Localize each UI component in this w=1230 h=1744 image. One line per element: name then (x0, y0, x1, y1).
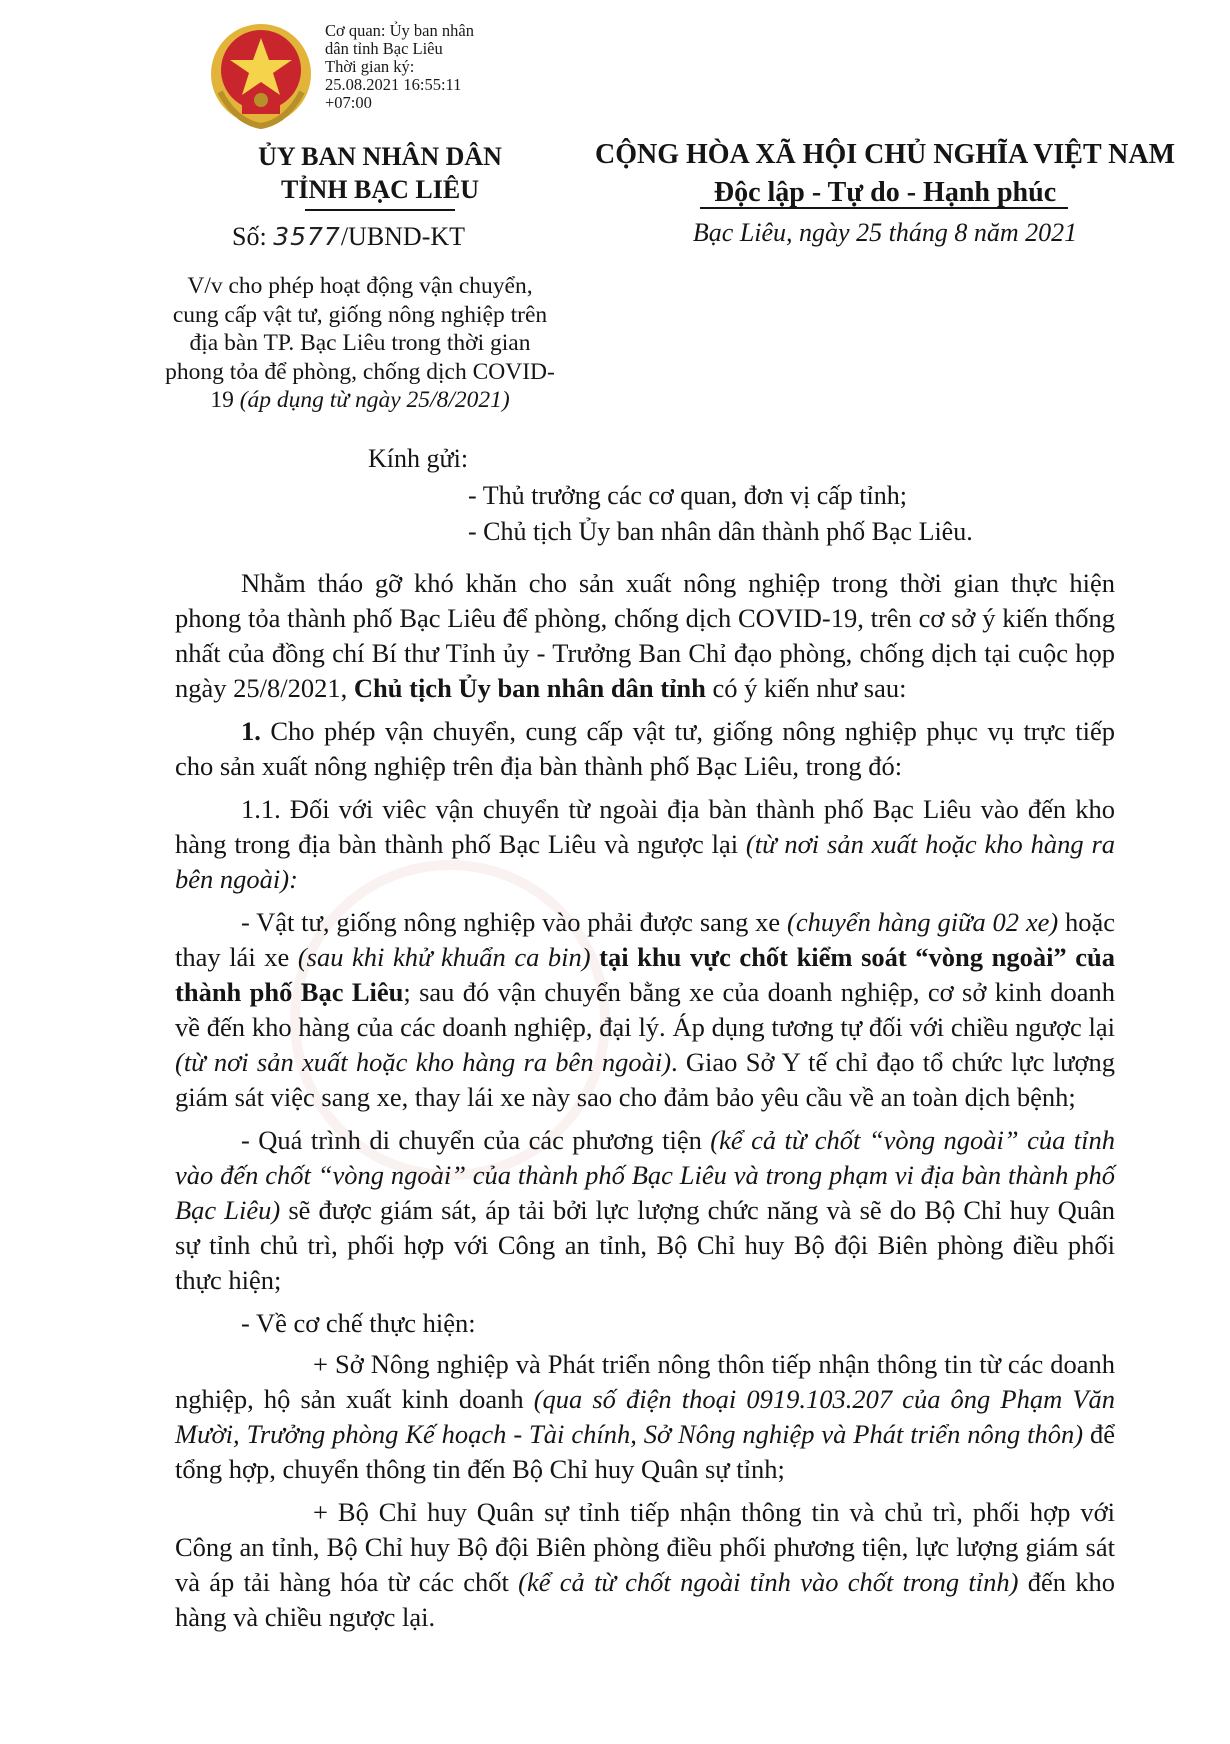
document-subject (130, 272, 590, 415)
national-motto: Độc lập - Tự do - Hạnh phúc (713, 177, 1057, 208)
signature-agency-line2: dân tỉnh Bạc Liêu (325, 39, 443, 58)
org-underline (305, 209, 455, 211)
paragraph-agriculture-dept: + Sở Nông nghiệp và Phát triển nông thôn tiếp nhận thông tin từ các doanh nghiệp, hộ sản xuất kinh doanh (qua số điện thoại 0919.103.207 của ông Phạm Văn Mười, Trưởng phòng Kế hoạch - Tài chính, Sở Nông nghiệp và Phát triển nông thôn) để tổng hợp, chuyển thông tin đến Bộ Chỉ huy Quân sự tỉnh; (175, 1349, 1116, 1484)
paragraph-intro: Nhằm tháo gỡ khó khăn cho sản xuất nông nghiệp trong thời gian thực hiện phong tỏa thành phố Bạc Liêu để phòng, chống dịch COVID-19, trên cơ sở ý kiến thống nhất của đồng chí Bí thư Tỉnh ủy - Trưởng Ban Chỉ đạo phòng, chống dịch tại cuộc họp ngày 25/8/2021, Chủ tịch Ủy ban nhân dân tỉnh có ý kiến như sau: (175, 568, 1115, 703)
subject-applicability: (áp dụng từ ngày 25/8/2021) (239, 387, 510, 413)
paragraph-item-1-1: 1.1. Đối với viêc vận chuyển từ ngoài địa bàn thành phố Bạc Liêu vào đến kho hàng trong địa bàn thành phố Bạc Liêu và ngược lại (từ nơi sản xuất hoặc kho hàng ra bên ngoài): (175, 794, 1116, 894)
nation-name: CỘNG HÒA XÃ HỘI CHỦ NGHĨA VIỆT NAM (594, 139, 1176, 170)
issuing-organization (180, 140, 580, 206)
subject-line2: cung cấp vật tư, giống nông nghiệp trên (172, 301, 548, 328)
recipient-item: - Chủ tịch Ủy ban nhân dân thành phố Bạc Liêu. (468, 517, 973, 546)
signature-time-label: Thời gian ký: (325, 57, 415, 76)
paragraph-transfer-rule: - Vật tư, giống nông nghiệp vào phải được sang xe (chuyển hàng giữa 02 xe) hoặc thay lái xe (sau khi khử khuẩn ca bin) tại khu vực chốt kiểm soát “vòng ngoài” của thành phố Bạc Liêu; sau đó vận chuyển bằng xe của doanh nghiệp, cơ sở kinh doanh về đến kho hàng của các doanh nghiệp, đại lý. Áp dụng tương tự đối với chiều ngược lại (từ nơi sản xuất hoặc kho hàng ra bên ngoài). Giao Sở Y tế chỉ đạo tổ chức lực lượng giám sát việc sang xe, thay lái xe này sao cho đảm bảo yêu cầu về an toàn dịch bệnh; (175, 907, 1116, 1112)
org-line1: ỦY BAN NHÂN DÂN (258, 142, 502, 171)
recipient-item: - Thủ trưởng các cơ quan, đơn vị cấp tỉnh; (468, 481, 907, 510)
signature-agency-line1: Cơ quan: Ủy ban nhân (325, 21, 474, 40)
digital-signature-info (325, 22, 525, 112)
signature-time-value: 25.08.2021 16:55:11 (325, 75, 462, 94)
paragraph-item-1: 1. Cho phép vận chuyển, cung cấp vật tư, giống nông nghiệp phục vụ trực tiếp cho sản xuất nông nghiệp trên địa bàn thành phố Bạc Liêu, trong đó: (175, 716, 1115, 781)
greeting-label: Kính gửi: (368, 444, 469, 473)
doc-no-handwritten: 3577 (273, 222, 341, 251)
national-header (560, 136, 1210, 212)
subject-line4: phong tỏa để phòng, chống dịch COVID- (165, 358, 555, 385)
national-emblem-icon (206, 22, 316, 134)
org-line2: TỈNH BẠC LIÊU (281, 175, 479, 204)
paragraph-military-command: + Bộ Chỉ huy Quân sự tỉnh tiếp nhận thông tin và chủ trì, phối hợp với Công an tỉnh, Bộ Chỉ huy Bộ đội Biên phòng điều phối phương tiện, lực lượng giám sát và áp tải hàng hóa từ các chốt (kể cả từ chốt ngoài tỉnh vào chốt trong tỉnh) đến kho hàng và chiều ngược lại. (175, 1497, 1116, 1632)
subject-line5 (130, 386, 590, 415)
document-body (175, 566, 1115, 1643)
doc-no-label: Số: (232, 222, 267, 251)
recipient-list (468, 478, 973, 550)
place-date: Bạc Liêu, ngày 25 tháng 8 năm 2021 (692, 218, 1078, 247)
subject-line5-plain: 19 (210, 387, 240, 413)
signature-timezone: +07:00 (325, 93, 372, 112)
document-number (232, 222, 465, 252)
paragraph-mechanism: - Về cơ chế thực hiện: (241, 1308, 476, 1338)
motto-underline (700, 207, 1068, 209)
doc-no-suffix: /UBND-KT (340, 222, 466, 251)
subject-line1: V/v cho phép hoạt động vận chuyển, (187, 273, 533, 299)
paragraph-escort-rule: - Quá trình di chuyển của các phương tiện (kể cả từ chốt “vòng ngoài” của tỉnh vào đến chốt “vòng ngoài” của thành phố Bạc Liêu và trong phạm vi địa bàn thành phố Bạc Liêu) sẽ được giám sát, áp tải bởi lực lượng chức năng và sẽ do Bộ Chỉ huy Quân sự tỉnh chủ trì, phối hợp với Công an tỉnh, Bộ Chỉ huy Bộ đội Biên phòng điều phối thực hiện; (175, 1125, 1116, 1295)
subject-line3: địa bàn TP. Bạc Liêu trong thời gian (189, 330, 531, 356)
